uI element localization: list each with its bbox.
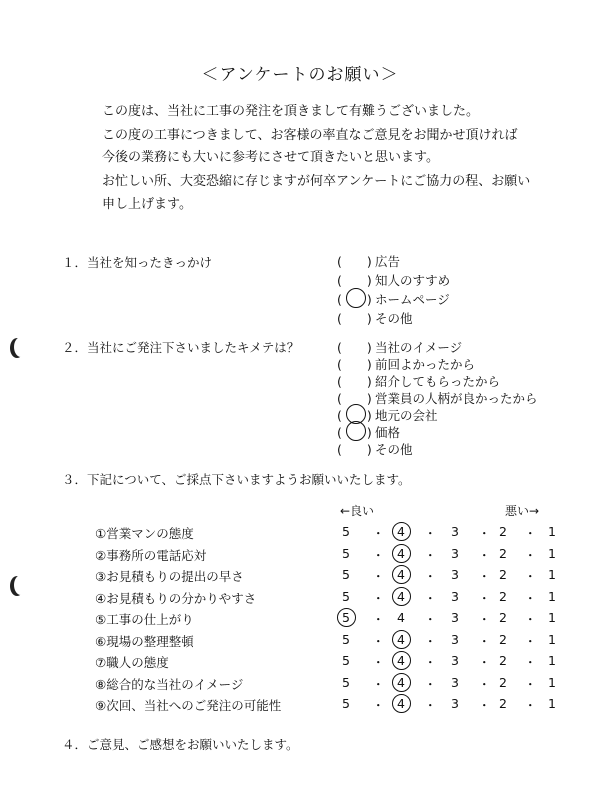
scale-value-4[interactable]: 4 — [397, 674, 405, 690]
option-row — [337, 271, 450, 289]
scale-separator: ・ — [372, 698, 385, 713]
scale-separator: ・ — [524, 590, 537, 606]
scale-value-4[interactable]: 4 — [397, 610, 405, 625]
scale-value-4[interactable]: 4 — [397, 696, 405, 711]
scale-value-2[interactable]: 2 — [499, 631, 507, 647]
scale-value-3[interactable]: 3 — [451, 524, 459, 539]
hand-drawn-circle-mark — [346, 288, 366, 308]
scale-value-4[interactable]: 4 — [397, 545, 405, 561]
scale-value-5[interactable]: 5 — [342, 545, 350, 561]
scale-value-3[interactable]: 3 — [451, 588, 459, 604]
scale-separator: ・ — [372, 633, 385, 649]
hand-drawn-circle-mark — [392, 673, 411, 692]
scale-value-2[interactable]: 2 — [499, 567, 507, 582]
scale-separator: ・ — [424, 526, 437, 541]
option-row — [337, 389, 538, 407]
option-label: ホームページ — [375, 292, 450, 307]
option-row — [337, 372, 500, 390]
option-checkbox[interactable]: ( ) — [337, 442, 372, 457]
scale-value-5[interactable]: 5 — [342, 631, 350, 647]
rating-item-label: ⑤工事の仕上がり — [95, 612, 194, 627]
scale-separator: ・ — [424, 590, 437, 606]
scale-separator: ・ — [524, 547, 537, 563]
option-checkbox[interactable]: ( ) — [337, 311, 372, 326]
scale-value-4[interactable]: 4 — [397, 631, 405, 647]
scale-separator: ・ — [524, 612, 537, 627]
option-label: 紹介してもらったから — [375, 374, 501, 389]
option-checkbox[interactable]: ( ) — [337, 406, 375, 424]
scale-value-5[interactable]: 5 — [342, 524, 350, 539]
hand-drawn-circle-mark — [392, 651, 411, 670]
rating-item-label: ①営業マンの態度 — [95, 526, 194, 541]
option-row — [337, 423, 400, 441]
scale-value-2[interactable]: 2 — [499, 696, 507, 711]
scale-separator: ・ — [424, 633, 437, 649]
scale-separator: ・ — [424, 698, 437, 713]
scale-value-2[interactable]: 2 — [499, 545, 507, 561]
scale-separator: ・ — [478, 698, 491, 713]
scale-value-5[interactable]: 5 — [342, 610, 350, 625]
scale-value-4[interactable]: 4 — [397, 567, 405, 582]
option-label: 広告 — [375, 254, 401, 269]
scale-separator: ・ — [478, 655, 491, 670]
intro-line: 今後の業務にも大いに参考にさせて頂きたいと思います。 — [102, 150, 439, 165]
scale-separator: ・ — [524, 526, 537, 541]
scale-value-2[interactable]: 2 — [499, 653, 507, 668]
hand-drawn-circle-mark — [392, 630, 411, 649]
question-1-title: １．当社を知ったきっかけ — [62, 255, 213, 270]
hand-drawn-circle-mark — [392, 565, 411, 584]
good-label: ←良い — [340, 504, 375, 518]
scale-separator: ・ — [524, 633, 537, 649]
scale-value-2[interactable]: 2 — [499, 674, 507, 690]
option-checkbox[interactable]: ( ) — [337, 273, 372, 288]
scale-separator: ・ — [424, 547, 437, 563]
option-row — [337, 290, 450, 308]
option-row — [337, 338, 462, 356]
scale-separator: ・ — [372, 655, 385, 670]
option-row — [337, 355, 475, 373]
scale-separator: ・ — [478, 569, 491, 584]
scale-value-1[interactable]: 1 — [548, 674, 556, 690]
punch-hole-top — [10, 338, 24, 358]
scale-value-3[interactable]: 3 — [451, 610, 459, 625]
scale-separator: ・ — [372, 547, 385, 563]
hand-drawn-circle-mark — [337, 608, 356, 627]
scale-value-3[interactable]: 3 — [451, 545, 459, 561]
scale-separator: ・ — [524, 698, 537, 713]
scale-separator: ・ — [478, 547, 491, 563]
scale-separator: ・ — [478, 590, 491, 606]
option-checkbox[interactable]: ( ) — [337, 290, 375, 308]
option-label: 営業員の人柄が良かったから — [375, 391, 538, 406]
option-row — [337, 440, 413, 458]
scale-separator: ・ — [372, 612, 385, 627]
hand-drawn-circle-mark — [392, 694, 411, 713]
option-label: 地元の会社 — [375, 408, 438, 423]
rating-item-label: ④お見積もりの分かりやすさ — [95, 590, 257, 606]
option-checkbox[interactable]: ( ) — [337, 254, 372, 269]
scale-value-1[interactable]: 1 — [548, 631, 556, 647]
scale-value-1[interactable]: 1 — [548, 524, 556, 539]
option-checkbox[interactable]: ( ) — [337, 357, 372, 372]
hand-drawn-circle-mark — [392, 544, 411, 563]
option-checkbox[interactable]: ( ) — [337, 423, 375, 441]
option-checkbox[interactable]: ( ) — [337, 374, 372, 389]
hand-drawn-circle-mark — [346, 421, 366, 441]
scale-separator: ・ — [524, 655, 537, 670]
question-2-title: ２．当社にご発注下さいましたキメテは？ — [62, 340, 300, 355]
scale-value-4[interactable]: 4 — [397, 524, 405, 539]
scale-value-5[interactable]: 5 — [342, 696, 350, 711]
scale-value-1[interactable]: 1 — [548, 653, 556, 668]
punch-hole-bottom — [10, 576, 24, 596]
rating-item-label: ②事務所の電話応対 — [95, 547, 207, 563]
scale-value-1[interactable]: 1 — [548, 567, 556, 582]
scale-value-3[interactable]: 3 — [451, 696, 459, 711]
intro-line: この度は、当社に工事の発注を頂きまして有難うございました。 — [102, 104, 480, 119]
option-label: 価格 — [375, 425, 401, 440]
scale-separator: ・ — [524, 569, 537, 584]
option-checkbox[interactable]: ( ) — [337, 391, 372, 406]
scale-value-5[interactable]: 5 — [342, 674, 350, 690]
scale-value-4[interactable]: 4 — [397, 588, 405, 604]
scale-separator: ・ — [524, 676, 537, 692]
question-3-title: ３．下記について、ご採点下さいますようお願いいたします。 — [62, 472, 411, 487]
page-title: ＜アンケートのお願い＞ — [201, 65, 399, 85]
scale-separator: ・ — [424, 655, 437, 670]
option-row — [337, 252, 400, 270]
scale-separator: ・ — [372, 676, 385, 692]
rating-item-label: ⑨次回、当社へのご発注の可能性 — [95, 698, 282, 713]
scale-value-1[interactable]: 1 — [548, 545, 556, 561]
scale-separator: ・ — [478, 612, 491, 627]
scale-value-2[interactable]: 2 — [499, 524, 507, 539]
scale-value-1[interactable]: 1 — [548, 588, 556, 604]
option-checkbox[interactable]: ( ) — [337, 340, 372, 355]
option-label: その他 — [375, 311, 413, 326]
option-label: その他 — [375, 442, 413, 457]
scale-separator: ・ — [372, 590, 385, 606]
scale-value-1[interactable]: 1 — [548, 610, 556, 625]
scale-value-5[interactable]: 5 — [342, 588, 350, 604]
scale-value-3[interactable]: 3 — [451, 631, 459, 647]
scale-value-5[interactable]: 5 — [342, 653, 350, 668]
question-4-title: ４．ご意見、ご感想をお願いいたします。 — [62, 737, 299, 752]
scale-separator: ・ — [424, 569, 437, 584]
option-label: 知人のすすめ — [375, 273, 451, 288]
hand-drawn-circle-mark — [392, 587, 411, 606]
scale-value-1[interactable]: 1 — [548, 696, 556, 711]
scale-separator: ・ — [372, 569, 385, 584]
intro-line: 申し上げます。 — [102, 197, 192, 212]
scale-value-4[interactable]: 4 — [397, 653, 405, 668]
scale-value-2[interactable]: 2 — [499, 610, 507, 625]
scale-value-3[interactable]: 3 — [451, 653, 459, 668]
hand-drawn-circle-mark — [392, 522, 411, 541]
scale-value-3[interactable]: 3 — [451, 674, 459, 690]
rating-item-label: ⑧総合的な当社のイメージ — [95, 676, 244, 692]
scale-separator: ・ — [372, 526, 385, 541]
intro-line: お忙しい所、大変恐縮に存じますが何卒アンケートにご協力の程、お願い — [102, 174, 531, 189]
scale-value-2[interactable]: 2 — [499, 588, 507, 604]
scale-separator: ・ — [478, 526, 491, 541]
scale-separator: ・ — [478, 676, 491, 692]
bad-label: 悪い→ — [505, 504, 540, 518]
rating-item-label: ⑥現場の整理整頓 — [95, 633, 194, 649]
scale-value-3[interactable]: 3 — [451, 567, 459, 582]
scale-separator: ・ — [424, 612, 437, 627]
scale-separator: ・ — [424, 676, 437, 692]
rating-item-label: ⑦職人の態度 — [95, 655, 169, 670]
option-label: 当社のイメージ — [375, 340, 463, 355]
rating-item-label: ③お見積もりの提出の早さ — [95, 569, 244, 584]
intro-line: この度の工事につきまして、お客様の率直なご意見をお聞かせ頂ければ — [102, 128, 518, 143]
scale-separator: ・ — [478, 633, 491, 649]
option-label: 前回よかったから — [375, 357, 476, 372]
scale-value-5[interactable]: 5 — [342, 567, 350, 582]
option-row — [337, 309, 413, 327]
